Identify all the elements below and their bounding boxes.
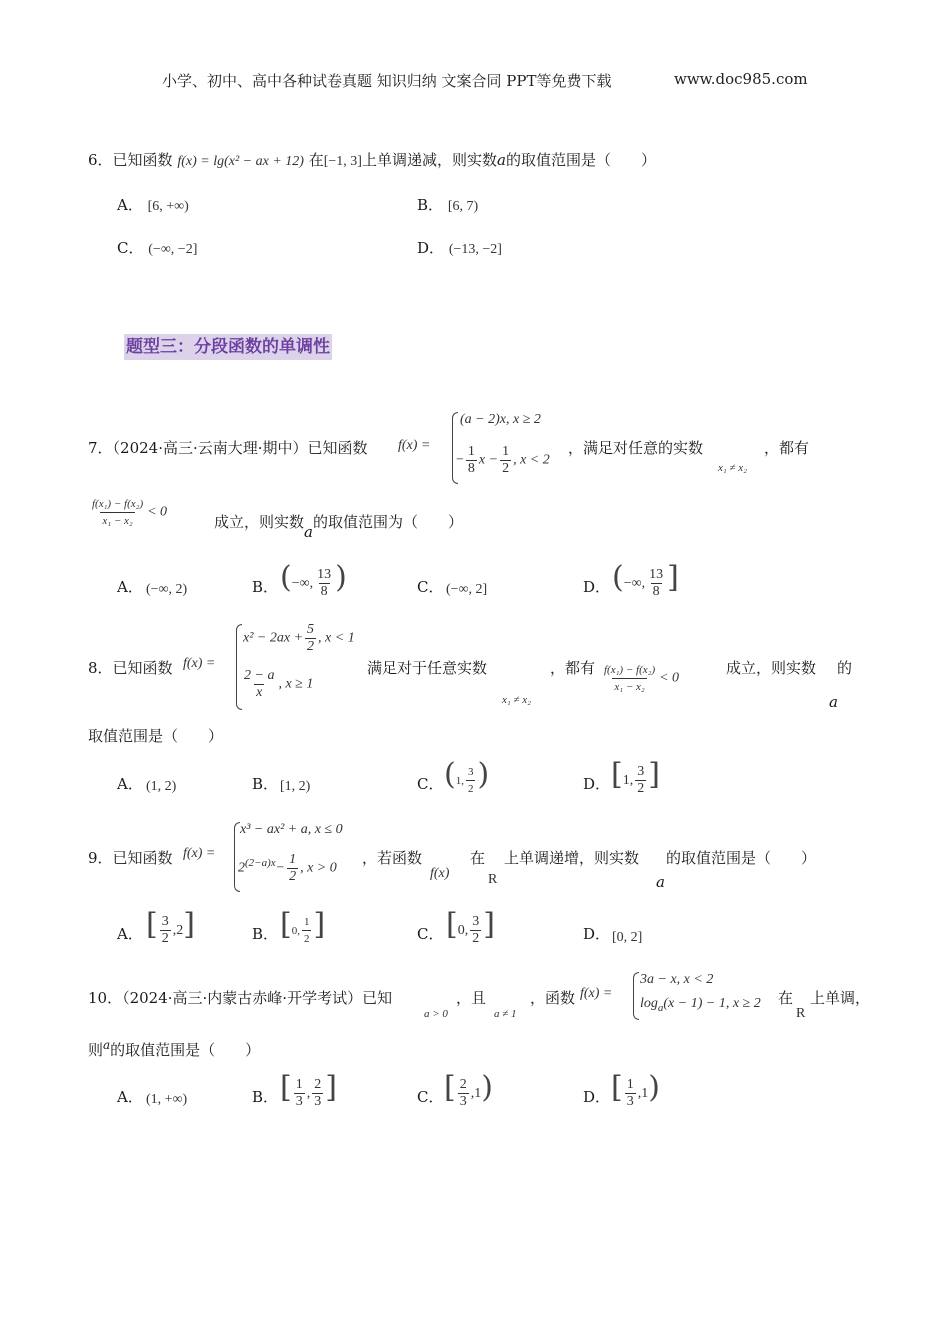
q10-option-b-value: [ $\frac{1}{3}$ , $\frac{2}{3}$ ] <box>280 1070 337 1110</box>
q8-text-4: 成立，则实数 <box>726 659 817 677</box>
q9-option-b-value: [0, $\frac{1}{2}$ ] <box>280 907 326 946</box>
q6-stem <box>88 150 656 172</box>
q7-stem-line2: 成立，则实数a的取值范围为（ ） <box>214 513 463 541</box>
q10-stem-line1: 10．（2024·高三·内蒙古赤峰·开学考试）已知 <box>88 989 393 1007</box>
q9-text-4: 上单调递增，则实数 <box>504 849 640 867</box>
q7-condition: x₁ ≠ x₂ <box>718 462 747 474</box>
q9-text-2: ，若函数 <box>362 849 423 867</box>
q6-option-c[interactable]: C． (−∞, −2] <box>117 239 198 257</box>
q10-cond-1: a > 0 <box>424 1008 448 1020</box>
q7-option-c[interactable]: C． <box>417 578 444 596</box>
q9-option-c[interactable]: C． <box>417 925 444 943</box>
q9-case2: $2^{(2-a)x}-$ $\frac{1}{2}$ , x > 0 <box>238 852 337 884</box>
q9-option-c-value: [0, $\frac{3}{2}$ ] <box>446 907 495 947</box>
q7-ratio: $\frac{\text{f(x₁) − f(x₂)}}{\text{x₁ − x₂}}$ < 0 <box>92 498 168 527</box>
q6-var: a <box>497 151 506 169</box>
q6-text-2: 在 <box>308 151 324 169</box>
q8-option-c[interactable]: C． <box>417 775 444 793</box>
q7-number: 7． <box>88 439 113 457</box>
q10-option-d-value: [ $\frac{1}{3}$ ,1) <box>611 1070 660 1110</box>
q10-case2: $\log_a(x - 1) - 1$, x ≥ 2 <box>640 996 761 1014</box>
q10-text-5: 上单调， <box>810 989 871 1007</box>
q7-text-3: ，都有 <box>764 439 810 457</box>
q10-stem-line2: 则$^a$的取值范围是（ ） <box>88 1038 261 1059</box>
q8-option-b[interactable]: B． <box>252 775 279 793</box>
q6-function: f(x) = lg(x² − ax + 12) <box>177 154 304 169</box>
q10-brace <box>633 972 639 1020</box>
q9-text-3: 在 <box>470 849 486 867</box>
q6-option-b[interactable]: B． [6, 7) <box>417 196 479 214</box>
q9-text-5: 的取值范围是（ ） <box>666 849 817 867</box>
q7-option-d[interactable]: D． <box>583 578 611 596</box>
q10-option-c-value: [ $\frac{2}{3}$ ,1) <box>444 1070 493 1110</box>
q10-cond-2: a ≠ 1 <box>494 1008 517 1020</box>
q6-text-4: 的取值范围是（ ） <box>505 151 656 169</box>
q7-source: （2024·高三·云南大理·期中） <box>112 439 308 457</box>
q9-stem: 9．已知函数 <box>88 849 173 867</box>
q7-text-2: ，满足对任意的实数 <box>568 439 704 457</box>
q7-text-1: 已知函数 <box>307 439 368 457</box>
q10-text-2: ，且 <box>456 989 487 1007</box>
q10-case1: 3a − x, x < 2 <box>640 972 714 987</box>
q10-option-d[interactable]: D． <box>583 1088 611 1106</box>
q6-text-3: 上单调递减，则实数 <box>361 151 497 169</box>
q8-option-d[interactable]: D． <box>583 775 611 793</box>
q8-ratio: $\frac{\text{f(x₁) − f(x₂)}}{\text{x₁ − x₂}}$ < 0 <box>604 664 680 693</box>
header-url[interactable]: www.doc985.com <box>674 70 808 88</box>
q10-text-4: 在 <box>778 989 794 1007</box>
q8-text-2: 满足对于任意实数 <box>367 659 488 677</box>
q9-case1: x³ − ax² + a, x ≤ 0 <box>240 822 343 837</box>
q9-option-d[interactable]: D． <box>583 925 611 943</box>
q8-var: a <box>829 693 838 711</box>
q9-var: a <box>656 873 665 891</box>
q10-option-a-value: (1, +∞) <box>146 1092 188 1107</box>
q7-option-b[interactable]: B． <box>252 578 279 596</box>
q6-option-d[interactable]: D． (−13, −2] <box>417 239 502 257</box>
q8-fx: f(x) = <box>183 656 216 671</box>
q8-option-b-value: [1, 2) <box>280 779 311 794</box>
q8-case2: $\frac{2 - a}{x}$ , x ≥ 1 <box>244 668 314 700</box>
q7-case2: − $\frac{1}{8}$ x − $\frac{1}{2}$ , x < 2 <box>456 444 550 476</box>
q6-text-1: 已知函数 <box>112 151 173 169</box>
q7-option-d-value: (−∞, $\frac{13}{8}$ ] <box>612 560 679 600</box>
q8-option-a-value: (1, 2) <box>146 779 177 794</box>
q7-option-b-value: (−∞, $\frac{13}{8}$ ) <box>280 560 347 600</box>
q8-stem-line1: 8．已知函数 <box>88 659 173 677</box>
q6-number: 6． <box>88 151 113 169</box>
q8-option-c-value: (1, $\frac{3}{2}$ ) <box>444 757 490 796</box>
q9-option-b[interactable]: B． <box>252 925 279 943</box>
q8-condition: x₁ ≠ x₂ <box>502 694 531 706</box>
q8-text-5: 的 <box>837 659 853 677</box>
q10-text-3: ，函数 <box>530 989 576 1007</box>
header-text: 小学、初中、高中各种试卷真题 知识归纳 文案合同 PPT等免费下载 <box>162 72 612 90</box>
q8-option-d-value: [1, $\frac{3}{2}$ ] <box>611 757 660 797</box>
q9-option-a[interactable]: A． <box>117 925 143 943</box>
q9-option-d-value: [0, 2] <box>612 930 643 945</box>
q9-fx: f(x) = <box>183 846 216 861</box>
q6-interval: [−1, 3] <box>323 154 362 169</box>
q8-option-a[interactable]: A． <box>117 775 143 793</box>
q7-stem-line1 <box>88 438 368 458</box>
section-heading: 题型三：分段函数的单调性 <box>124 334 332 360</box>
q10-option-c[interactable]: C． <box>417 1088 444 1106</box>
q10-option-a[interactable]: A． <box>117 1088 143 1106</box>
q7-option-c-value: (−∞, 2] <box>446 582 488 597</box>
q8-stem-line2: 取值范围是（ ） <box>88 727 224 745</box>
q7-fx: f(x) = <box>398 438 431 453</box>
q7-option-a-value: (−∞, 2) <box>146 582 188 597</box>
q8-case1: x² − 2ax + $\frac{5}{2}$ , x < 1 <box>243 622 355 654</box>
q8-text-3: ，都有 <box>550 659 596 677</box>
q10-option-b[interactable]: B． <box>252 1088 279 1106</box>
q7-option-a[interactable]: A． <box>117 578 143 596</box>
q9-R: R <box>488 872 498 887</box>
q10-R: R <box>796 1006 806 1021</box>
q9-fx2: f(x) <box>430 866 450 881</box>
q6-option-a[interactable]: A． [6, +∞) <box>117 196 189 214</box>
q7-case1: (a − 2)x, x ≥ 2 <box>460 412 541 427</box>
q10-fx: f(x) = <box>580 986 613 1001</box>
q9-option-a-value: [ $\frac{3}{2}$ ,2] <box>146 907 195 947</box>
